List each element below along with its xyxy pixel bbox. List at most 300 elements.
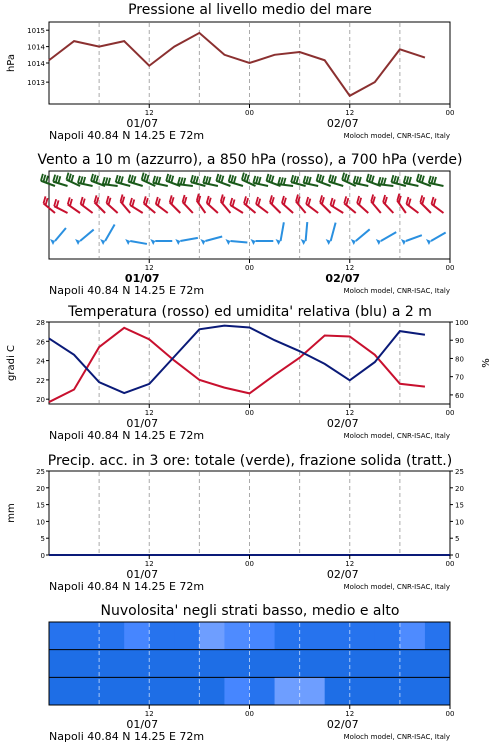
wind-barb [359, 198, 361, 205]
wind-barb [333, 199, 335, 206]
wind-arrowhead [75, 239, 80, 245]
cloud-cell-medio [375, 650, 401, 678]
plot-frame [49, 322, 450, 404]
cloud-cell-basso [199, 677, 225, 705]
wind-10m-arrow [80, 230, 94, 241]
x-tick-label: 12 [144, 710, 154, 718]
wind-barb [306, 197, 308, 204]
wind-barb [346, 198, 348, 205]
cloud-cell-alto [375, 622, 401, 650]
wind-barb [206, 176, 208, 183]
wind-barb [209, 198, 211, 205]
wind-barb [209, 177, 211, 184]
wind-barb [142, 173, 144, 180]
wind-barb [171, 176, 173, 183]
wind-barb [183, 195, 185, 202]
humidity-line [49, 326, 425, 393]
wind-barb [46, 176, 48, 183]
wind-700-arrow [116, 182, 130, 186]
x-tick-label: 12 [345, 109, 355, 117]
cloud-cell-medio [99, 650, 125, 678]
wind-barb [83, 177, 85, 184]
wind-10m-arrow [130, 241, 147, 244]
cloud-cell-medio [275, 650, 301, 678]
temperature-line [49, 328, 425, 402]
wind-barb [95, 195, 97, 202]
cloud-cell-basso [224, 677, 250, 705]
wind-barb [431, 176, 433, 183]
cloud-cell-medio [250, 650, 276, 678]
wind-barb [91, 174, 93, 181]
x-tick-label: 00 [445, 264, 455, 272]
wind-arrowhead [401, 239, 406, 245]
y2-tick-label: 0 [455, 552, 460, 560]
x-tick-label: 00 [445, 710, 455, 718]
wind-arrowhead [50, 239, 55, 245]
y2-tick-label: 20 [455, 484, 464, 493]
wind-arrowhead [100, 239, 105, 245]
wind-barb [41, 174, 43, 181]
y2-axis-label: % [481, 358, 492, 368]
x-tick-label: 00 [245, 264, 254, 272]
wind-arrowhead [175, 239, 180, 245]
location-label: Napoli 40.84 N 14.25 E 72m [49, 429, 205, 442]
wind-barb [247, 175, 249, 182]
wind-barb [394, 176, 396, 183]
wind-barb [383, 195, 385, 202]
wind-barb [419, 175, 421, 182]
wind-10m-arrow [306, 222, 308, 241]
cloud-cell-basso [174, 677, 200, 705]
wind-barb [406, 176, 408, 183]
cloud-cell-alto [275, 622, 301, 650]
wind-barb [397, 177, 399, 184]
y2-tick-label: 5 [455, 535, 460, 544]
chart-title: Vento a 10 m (azzurro), a 850 hPa (rosso), a 700 hPa (verde) [37, 152, 463, 168]
cloud-cell-alto [49, 622, 75, 650]
wind-barb [132, 199, 134, 206]
cloud-cell-basso [149, 677, 175, 705]
cloud-cell-alto [350, 622, 376, 650]
y2-tick-label: 80 [455, 355, 464, 364]
wind-barb [118, 176, 120, 183]
wind-barb [278, 177, 280, 184]
wind-barb [354, 176, 356, 183]
wind-barb [409, 199, 411, 206]
wind-arrowhead [125, 239, 130, 245]
cloud-cell-basso [400, 677, 426, 705]
cloud-cell-basso [99, 677, 125, 705]
y-tick-label: 26 [36, 338, 45, 347]
chart-title: Precip. acc. in 3 ore: totale (verde), frazione solida (tratt.) [47, 453, 453, 469]
wind-barb [359, 177, 361, 184]
date-label: 01/07 [126, 568, 159, 581]
wind-10m-arrow [331, 223, 336, 241]
cloud-cell-alto [300, 622, 326, 650]
x-tick-label: 12 [345, 409, 355, 417]
cloud-cell-medio [425, 650, 451, 678]
cloud-cell-alto [99, 622, 125, 650]
y-tick-label: 1014 [27, 43, 45, 52]
cloud-cell-medio [124, 650, 150, 678]
wind-barb [347, 175, 349, 182]
y-tick-label: 20 [36, 484, 45, 493]
cloud-cell-basso [124, 677, 150, 705]
chart-title: Temperatura (rosso) ed umidita' relativa (blu) a 2 m [68, 304, 432, 320]
cloud-cell-alto [325, 622, 351, 650]
cloud-cell-basso [350, 677, 376, 705]
wind-barb [46, 198, 48, 205]
wind-barb [309, 177, 311, 184]
wind-barb [146, 198, 148, 205]
wind-barb [134, 176, 136, 183]
x-tick-label: 00 [445, 409, 455, 417]
wind-barb [105, 178, 107, 185]
date-label: 02/07 [326, 417, 359, 430]
wind-barb [281, 178, 283, 185]
date-label: 02/07 [326, 117, 359, 130]
wind-barb [269, 175, 271, 182]
cloud-cell-alto [224, 622, 250, 650]
wind-barb [431, 197, 433, 204]
chart-title: Nuvolosita' negli strati basso, medio e alto [100, 603, 400, 619]
model-label: Moloch model, CNR-ISAC, Italy [343, 132, 450, 140]
wind-barb [294, 176, 296, 183]
wind-barb [331, 175, 333, 182]
wind-barb [231, 175, 233, 182]
wind-barb [109, 198, 111, 205]
wind-barb [357, 196, 359, 203]
wind-barb [94, 175, 96, 182]
wind-barb [54, 199, 56, 206]
wind-barb [183, 178, 185, 185]
wind-arrowhead [326, 239, 331, 245]
wind-10m-arrow [180, 238, 198, 241]
wind-arrowhead [351, 239, 356, 245]
y-tick-label: 1013 [27, 79, 45, 88]
wind-barb [144, 174, 146, 181]
wind-barb [306, 176, 308, 183]
x-tick-label: 12 [144, 109, 154, 117]
wind-barb [329, 175, 331, 182]
wind-barb [282, 196, 284, 203]
cloud-cell-alto [174, 622, 200, 650]
wind-barb [259, 177, 261, 184]
date-label: 01/07 [124, 272, 160, 285]
wind-barb [242, 173, 244, 180]
location-label: Napoli 40.84 N 14.25 E 72m [49, 284, 205, 297]
wind-barb [156, 197, 158, 204]
cloud-cell-medio [350, 650, 376, 678]
y-tick-label: 25 [36, 468, 45, 476]
x-tick-label: 12 [144, 560, 154, 568]
wind-barb [272, 197, 274, 204]
wind-barb [284, 178, 286, 185]
y2-tick-label: 10 [455, 518, 464, 527]
wind-barb [381, 178, 383, 185]
wind-barb [166, 174, 168, 181]
wind-barb [147, 175, 149, 182]
x-tick-label: 12 [144, 409, 154, 417]
y2-tick-label: 25 [455, 468, 464, 476]
cloud-cell-medio [300, 650, 326, 678]
y2-tick-label: 90 [455, 337, 464, 346]
date-label: 02/07 [325, 272, 361, 285]
cloud-cell-medio [199, 650, 225, 678]
cloud-cell-alto [400, 622, 426, 650]
wind-barb [96, 176, 98, 183]
x-tick-label: 12 [144, 264, 154, 272]
cloud-cell-alto [124, 622, 150, 650]
cloud-cell-basso [250, 677, 276, 705]
wind-barb [53, 175, 55, 182]
cloud-cell-basso [325, 677, 351, 705]
y-axis-label: hPa [6, 53, 17, 73]
cloud-cell-basso [375, 677, 401, 705]
wind-barb [193, 176, 195, 183]
wind-barb [81, 176, 83, 183]
model-label: Moloch model, CNR-ISAC, Italy [343, 287, 450, 295]
wind-barb [71, 175, 73, 182]
y2-tick-label: 70 [455, 373, 464, 382]
wind-barb [284, 198, 286, 205]
y-tick-label: 10 [36, 518, 45, 527]
wind-barb [221, 176, 223, 183]
wind-barb [156, 176, 158, 183]
wind-barb [219, 175, 221, 182]
wind-10m-arrow [356, 229, 370, 241]
wind-barb [191, 175, 193, 182]
wind-barb [272, 176, 274, 183]
x-tick-label: 12 [345, 264, 355, 272]
wind-barb [116, 175, 118, 182]
x-tick-label: 00 [245, 560, 254, 568]
wind-barb [153, 176, 155, 183]
y-tick-label: 24 [36, 357, 45, 366]
wind-barb [409, 177, 411, 184]
wind-barb [43, 175, 45, 182]
wind-barb [83, 199, 85, 206]
wind-barb [130, 198, 132, 205]
wind-barb [385, 197, 387, 204]
wind-barb [158, 199, 160, 206]
wind-barb [57, 200, 59, 207]
wind-barb [320, 195, 322, 202]
wind-barb [216, 174, 218, 181]
wind-barb [244, 174, 246, 181]
wind-barb [291, 175, 293, 182]
wind-barb [229, 175, 231, 182]
cloud-cell-medio [49, 650, 75, 678]
date-label: 02/07 [326, 718, 359, 731]
wind-barb [69, 174, 71, 181]
pressure-line [49, 33, 425, 96]
x-tick-label: 00 [445, 109, 455, 117]
wind-barb [66, 173, 68, 180]
wind-barb [422, 197, 424, 204]
wind-barb [68, 197, 70, 204]
wind-arrowhead [251, 239, 256, 245]
cloud-cell-alto [250, 622, 276, 650]
wind-barb [270, 195, 272, 202]
wind-barb [258, 199, 260, 206]
wind-arrowhead [150, 239, 155, 245]
y2-tick-label: 15 [455, 501, 464, 510]
y-tick-label: 0 [40, 552, 45, 560]
cloud-cell-medio [174, 650, 200, 678]
wind-barb [303, 176, 305, 183]
x-tick-label: 00 [245, 710, 254, 718]
wind-barb [317, 174, 319, 181]
wind-arrowhead [376, 239, 381, 245]
x-tick-label: 00 [445, 560, 455, 568]
model-label: Moloch model, CNR-ISAC, Italy [343, 583, 450, 591]
wind-barb [253, 176, 255, 183]
wind-barb [345, 174, 347, 181]
wind-barb [378, 177, 380, 184]
wind-barb [417, 174, 419, 181]
cloud-cell-basso [74, 677, 100, 705]
date-label: 02/07 [326, 568, 359, 581]
wind-barb [244, 196, 246, 203]
wind-barb [367, 174, 369, 181]
wind-barb [266, 174, 268, 181]
cloud-cell-basso [49, 677, 75, 705]
wind-barb [384, 178, 386, 185]
y-tick-label: 28 [36, 319, 45, 327]
y-tick-label: 15 [36, 501, 45, 510]
wind-barb [181, 178, 183, 185]
wind-barb [144, 196, 146, 203]
date-label: 01/07 [126, 117, 159, 130]
wind-barb [178, 177, 180, 184]
wind-barb [128, 175, 130, 182]
cloud-cell-alto [425, 622, 451, 650]
wind-barb [56, 175, 58, 182]
cloud-cell-alto [199, 622, 225, 650]
cloud-cell-medio [325, 650, 351, 678]
wind-barb [434, 199, 436, 206]
wind-barb [256, 197, 258, 204]
cloud-cell-medio [74, 650, 100, 678]
wind-barb [172, 197, 174, 204]
location-label: Napoli 40.84 N 14.25 E 72m [49, 129, 205, 142]
wind-barb [196, 177, 198, 184]
wind-barb [296, 177, 298, 184]
date-label: 01/07 [126, 718, 159, 731]
cloud-cell-medio [224, 650, 250, 678]
wind-10m-arrow [230, 241, 247, 242]
x-tick-label: 00 [245, 409, 254, 417]
wind-barb [107, 196, 109, 203]
wind-barb [70, 199, 72, 206]
date-label: 01/07 [126, 417, 159, 430]
chart-title: Pressione al livello medio del mare [128, 2, 372, 18]
cloud-cell-basso [425, 677, 451, 705]
wind-barb [429, 176, 431, 183]
wind-barb [356, 176, 358, 183]
wind-barb [420, 195, 422, 202]
wind-10m-arrow [406, 235, 422, 241]
y-tick-label: 20 [36, 396, 45, 405]
wind-barb [184, 197, 186, 204]
wind-10m-arrow [205, 236, 222, 241]
location-label: Napoli 40.84 N 14.25 E 72m [49, 730, 205, 743]
y-axis-label: mm [6, 503, 17, 523]
wind-barb [308, 199, 310, 206]
wind-10m-arrow [431, 233, 446, 242]
wind-barb [434, 177, 436, 184]
wind-10m-arrow [105, 225, 115, 241]
cloud-cell-alto [149, 622, 175, 650]
wind-barb [121, 177, 123, 184]
wind-barb [203, 176, 205, 183]
location-label: Napoli 40.84 N 14.25 E 72m [49, 580, 205, 593]
wind-barb [344, 196, 346, 203]
x-tick-label: 00 [245, 109, 254, 117]
wind-barb [256, 176, 258, 183]
wind-barb [131, 175, 133, 182]
wind-barb [169, 175, 171, 182]
wind-barb [322, 197, 324, 204]
cloud-cell-medio [149, 650, 175, 678]
y2-tick-label: 60 [455, 391, 464, 400]
cloud-cell-basso [275, 677, 301, 705]
wind-barb [422, 176, 424, 183]
wind-arrowhead [200, 239, 205, 245]
y-tick-label: 5 [40, 535, 45, 544]
y-tick-label: 22 [36, 376, 45, 385]
wind-barb [234, 176, 236, 183]
cloud-cell-basso [300, 677, 326, 705]
wind-barb [342, 173, 344, 180]
x-tick-label: 12 [345, 710, 355, 718]
wind-barb [207, 196, 209, 203]
wind-barb [230, 198, 232, 205]
cloud-cell-medio [400, 650, 426, 678]
wind-barb [246, 198, 248, 205]
wind-barb [406, 197, 408, 204]
wind-barb [372, 176, 374, 183]
wind-barb [108, 178, 110, 185]
wind-barb [233, 199, 235, 206]
y-tick-label: 1015 [27, 27, 45, 36]
wind-barb [369, 175, 371, 182]
wind-barb [96, 197, 98, 204]
wind-barb [391, 175, 393, 182]
wind-barb [170, 195, 172, 202]
wind-10m-arrow [281, 222, 284, 241]
y2-tick-label: 100 [455, 319, 469, 327]
wind-barb [58, 176, 60, 183]
wind-barb [78, 176, 80, 183]
wind-barb [334, 176, 336, 183]
y-axis-label: gradi C [6, 345, 17, 381]
wind-10m-arrow [381, 232, 396, 241]
wind-barb [158, 177, 160, 184]
y-tick-label: 1014 [27, 60, 45, 68]
wind-barb [330, 198, 332, 205]
wind-barb [81, 197, 83, 204]
model-label: Moloch model, CNR-ISAC, Italy [343, 733, 450, 741]
wind-10m-arrow [55, 228, 66, 241]
model-label: Moloch model, CNR-ISAC, Italy [343, 432, 450, 440]
wind-arrowhead [426, 239, 431, 245]
wind-barb [103, 177, 105, 184]
x-tick-label: 12 [345, 560, 355, 568]
wind-barb [322, 176, 324, 183]
wind-barb [44, 196, 46, 203]
